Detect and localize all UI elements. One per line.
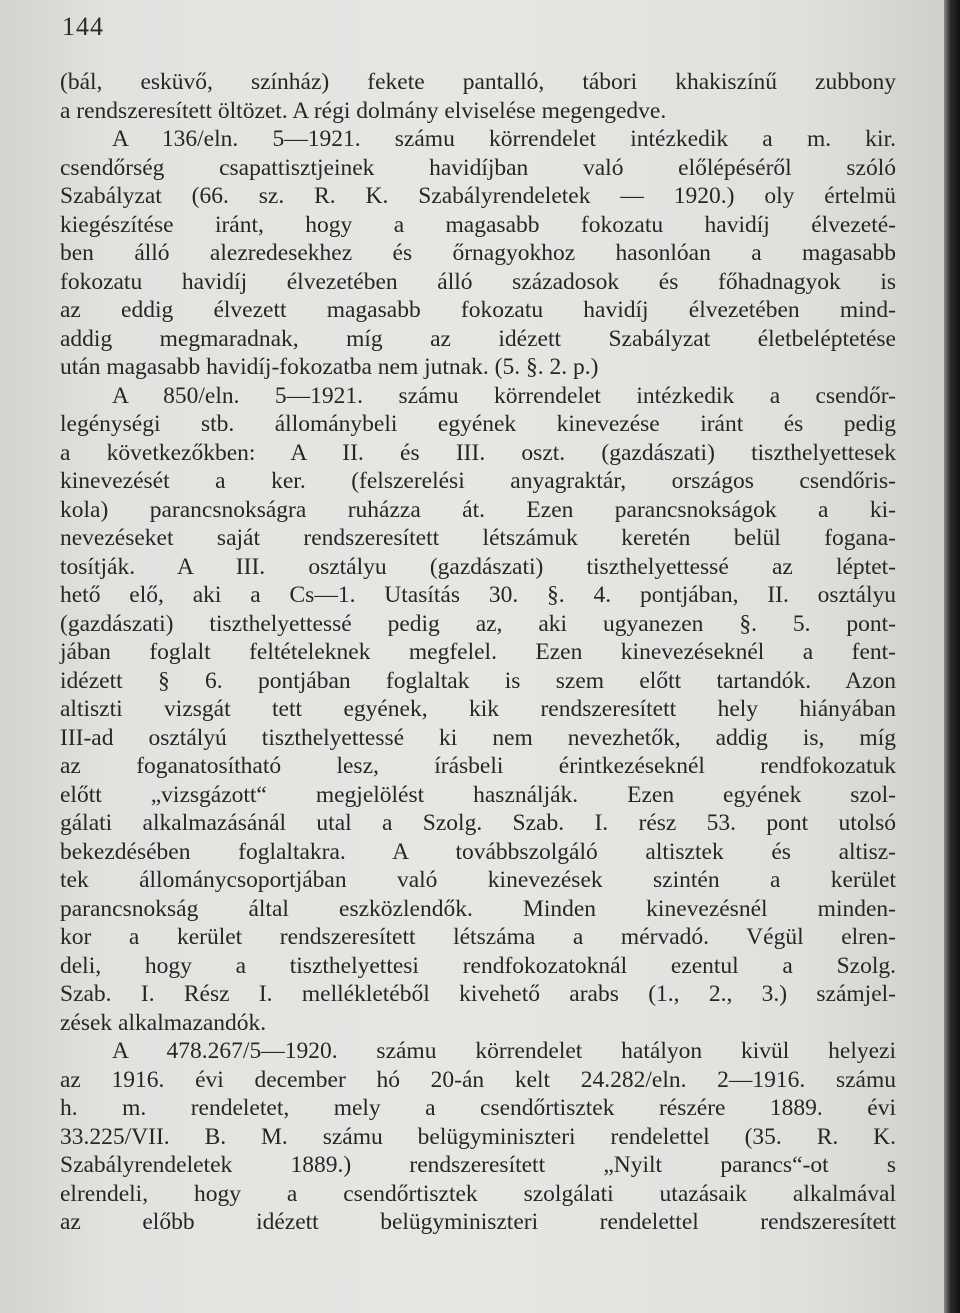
text-line: hető elő, aki a Cs—1. Utasítás 30. §. 4. pontjában, II. osztályu xyxy=(60,582,896,608)
text-line: nevezéseket saját rendszeresített létszámuk keretén belül fogana- xyxy=(60,525,896,551)
text-line: altiszti vizsgát tett egyének, kik rendszeresített hely hiányában xyxy=(60,696,896,722)
text-line: bekezdésében foglaltakra. A továbbszolgáló altisztek és altisz- xyxy=(60,838,896,865)
page-number: 144 xyxy=(62,12,104,41)
text-line: ben álló alezredesekhez és őrnagyokhoz hasonlóan a magasabb xyxy=(60,240,896,266)
text-line: fokozatu havidíj élvezetében álló századosok és főhadnagyok is xyxy=(60,268,896,295)
text-line: kola) parancsnokságra ruházza át. Ezen parancsnokságok a ki- xyxy=(60,496,896,523)
text-line: elrendeli, hogy a csendőrtisztek szolgálati utazásaik alkalmával xyxy=(60,1180,896,1207)
text-line: az foganatosítható lesz, írásbeli érintkezéseknél rendfokozatuk xyxy=(60,753,896,779)
text-line: addig megmaradnak, míg az idézett Szabályzat életbeléptetése xyxy=(60,325,896,352)
text-line: A 136/eln. 5—1921. számu körrendelet intézkedik a m. kir. xyxy=(112,126,896,152)
text-line: 33.225/VII. B. M. számu belügyminiszteri rendelettel (35. R. K. xyxy=(60,1123,896,1150)
text-line: az 1916. évi december hó 20-án kelt 24.282/eln. 2—1916. számu xyxy=(60,1066,896,1093)
text-line: (bál, esküvő, színház) fekete pantalló, tábori khakiszínű zubbony xyxy=(60,69,896,95)
text-line: Szab. I. Rész I. mellékletéből kivehető arabs (1., 2., 3.) számjel- xyxy=(60,981,896,1007)
text-line: Szabályzat (66. sz. R. K. Szabályrendeletek — 1920.) oly értelmü xyxy=(60,183,896,209)
text-line: a rendszeresített öltözet. A régi dolmány elviselése megengedve. xyxy=(60,97,667,124)
text-line: A 850/eln. 5—1921. számu körrendelet intézkedik a csendőr- xyxy=(112,382,896,409)
text-line: a következőkben: A II. és III. oszt. (gazdászati) tiszthelyettesek xyxy=(60,439,896,466)
text-line: kinevezését a ker. (felszerelési anyagraktár, országos csendőris- xyxy=(60,468,896,494)
text-line: Szabályrendeletek 1889.) rendszeresített „Nyilt parancs“-ot s xyxy=(60,1152,896,1178)
text-line: idézett § 6. pontjában foglaltak is szem előtt tartandók. Azon xyxy=(60,667,896,694)
text-line: az előbb idézett belügyminiszteri rendelettel rendszeresített xyxy=(60,1209,896,1235)
text-line: jában foglalt feltételeknek megfelel. Ezen kinevezéseknél a fent- xyxy=(60,639,896,665)
text-line: csendőrség csapattisztjeinek havidíjban való előlépéséről szóló xyxy=(60,154,896,181)
text-line: III-ad osztályú tiszthelyettessé ki nem nevezhetők, addig is, míg xyxy=(60,724,896,751)
text-line: (gazdászati) tiszthelyettessé pedig az, aki ugyanezen §. 5. pont- xyxy=(60,610,896,637)
body-text xyxy=(60,68,896,1237)
text-line: tosítják. A III. osztályu (gazdászati) tiszthelyettessé az léptet- xyxy=(60,553,896,580)
text-line: gálati alkalmazásánál utal a Szolg. Szab. I. rész 53. pont utolsó xyxy=(60,810,896,836)
text-line: kor a kerület rendszeresített létszáma a mérvadó. Végül elren- xyxy=(60,924,896,950)
text-line: legénységi stb. állománybeli egyének kinevezése iránt és pedig xyxy=(60,411,896,437)
text-line: A 478.267/5—1920. számu körrendelet hatályon kivül helyezi xyxy=(112,1038,896,1064)
text-line: deli, hogy a tiszthelyettesi rendfokozatoknál ezentul a Szolg. xyxy=(60,952,896,979)
text-line: az eddig élvezett magasabb fokozatu havidíj élvezetében mind- xyxy=(60,297,896,323)
text-line: kiegészítése iránt, hogy a magasabb fokozatu havidíj élvezeté- xyxy=(60,211,896,238)
text-line: előtt „vizsgázott“ megjelölést használják. Ezen egyének szol- xyxy=(60,781,896,808)
text-line: tek állománycsoportjában való kinevezések szintén a kerület xyxy=(60,867,896,893)
text-line: h. m. rendeletet, mely a csendőrtisztek részére 1889. évi xyxy=(60,1095,896,1121)
text-line: parancsnokság által eszközlendők. Minden kinevezésnél minden- xyxy=(60,895,896,922)
text-line: zések alkalmazandók. xyxy=(60,1009,267,1036)
text-line: után magasabb havidíj-fokozatba nem jutnak. (5. §. 2. p.) xyxy=(60,354,599,380)
page-edge-shadow xyxy=(944,0,960,1313)
